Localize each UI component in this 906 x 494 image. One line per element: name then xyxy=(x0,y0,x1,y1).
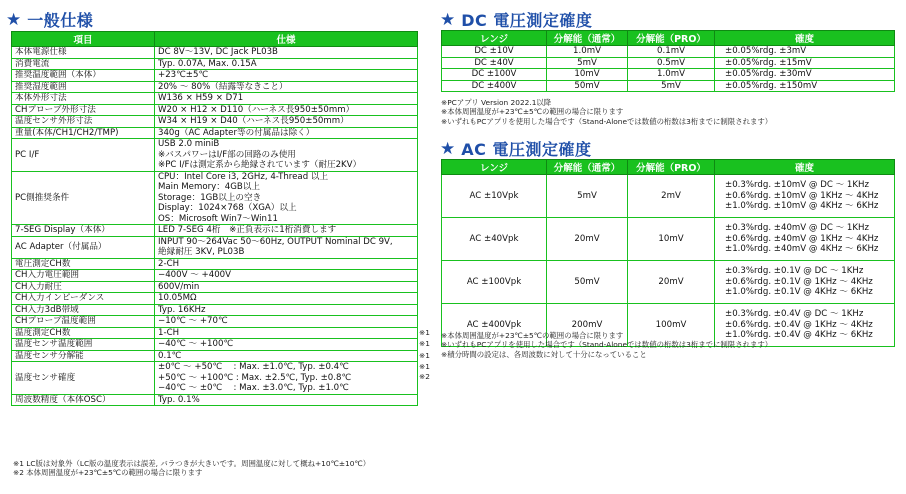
spec-item-value xyxy=(155,81,418,93)
spec-item-label: PC I/F xyxy=(12,139,155,172)
ac-col-normal: 分解能（通常） xyxy=(547,160,628,175)
spec-col-item: 項目 xyxy=(12,32,155,47)
ac-col-pro: 分解能（PRO） xyxy=(628,160,715,175)
ac-body xyxy=(441,175,895,350)
spec-row xyxy=(12,116,418,128)
spec-item-value xyxy=(155,225,418,237)
dc-note: ※いずれもPCアプリを使用した場合です（Stand-Aloneでは数値の桁数は3桁までに制限されます） xyxy=(441,116,773,126)
spec-row xyxy=(12,339,418,351)
spec-item-label: CHプローブ温度範囲 xyxy=(12,316,155,328)
ac-accuracy-line: ±0.3%rdg. ±0.4V @ DC ～ 1KHz xyxy=(725,309,864,320)
dc-res-pro: 0.5mV xyxy=(628,57,715,69)
dc-res-normal: 1.0mV xyxy=(547,46,628,58)
ac-row xyxy=(442,261,895,304)
spec-row xyxy=(12,270,418,282)
spec-item-value xyxy=(155,104,418,116)
spec-value-line: −400V ～ +400V xyxy=(158,270,232,280)
ac-accuracy-line: ±0.3%rdg. ±40mV @ DC ～ 1KHz xyxy=(725,223,869,234)
spec-item-value xyxy=(155,171,418,225)
spec-row xyxy=(12,127,418,139)
footnote-mark: ※1 xyxy=(419,351,430,360)
spec-value-line: −10℃ ～ +70℃ xyxy=(158,316,228,326)
spec-item-label: 本体電源仕様 xyxy=(12,47,155,59)
ac-accuracy xyxy=(715,218,895,261)
ac-note: ※積分時間の設定は、各周波数に対して十分になっていること xyxy=(441,349,647,359)
spec-row xyxy=(12,93,418,105)
dc-range: DC ±400V xyxy=(442,80,547,92)
dc-row xyxy=(442,46,895,58)
ac-accuracy-line: ±0.3%rdg. ±10mV @ DC ～ 1KHz xyxy=(725,180,869,191)
spec-value-line: CPU：Intel Core i3, 2GHz, 4-Thread 以上 xyxy=(158,171,329,182)
spec-value-line: 2-CH xyxy=(158,258,180,269)
spec-heading xyxy=(6,8,93,31)
spec-col-spec: 仕様 xyxy=(155,32,418,47)
dc-res-pro: 5mV xyxy=(628,80,715,92)
dc-accuracy: ±0.05%rdg. ±30mV xyxy=(715,69,895,81)
dc-col-pro: 分解能（PRO） xyxy=(628,31,715,46)
spec-value-line: +50℃ ～ +100℃ : Max. ±2.5℃, Typ. ±0.8℃ xyxy=(158,372,352,383)
spec-item-value xyxy=(155,258,418,270)
dc-res-normal: 10mV xyxy=(547,69,628,81)
ac-accuracy-line: ±0.6%rdg. ±10mV @ 1KHz ～ 4KHz xyxy=(725,190,879,201)
dc-res-normal: 5mV xyxy=(547,57,628,69)
ac-range: AC ±100Vpk xyxy=(442,261,547,304)
spec-item-value xyxy=(155,93,418,105)
spec-item-label: 重量(本体/CH1/CH2/TMP) xyxy=(12,127,155,139)
spec-row xyxy=(12,304,418,316)
spec-item-value xyxy=(155,70,418,82)
dc-res-pro: 1.0mV xyxy=(628,69,715,81)
spec-item-label: 本体外形寸法 xyxy=(12,93,155,105)
dc-res-pro: 0.1mV xyxy=(628,46,715,58)
dc-row xyxy=(442,57,895,69)
spec-row xyxy=(12,171,418,225)
spec-item-value xyxy=(155,327,418,339)
spec-value-line: Storage：1GB以上の空き xyxy=(158,192,262,203)
dc-row xyxy=(442,69,895,81)
ac-accuracy-line: ±0.6%rdg. ±0.1V @ 1KHz ～ 4KHz xyxy=(725,276,873,287)
ac-accuracy-line: ±1.0%rdg. ±0.4V @ 4KHz ～ 6KHz xyxy=(725,330,873,341)
spec-value-line: W34 × H19 × D40（ハーネス長950±50mm） xyxy=(158,116,349,126)
spec-item-value xyxy=(155,362,418,395)
ac-accuracy-line: ±0.6%rdg. ±40mV @ 1KHz ～ 4KHz xyxy=(725,233,879,244)
spec-row xyxy=(12,58,418,70)
dc-title: DC 電圧測定確度 xyxy=(461,11,593,30)
spec-notes xyxy=(13,459,370,478)
dc-heading xyxy=(440,8,592,31)
spec-value-line: 0.1℃ xyxy=(158,350,182,361)
dc-col-range: レンジ xyxy=(442,31,547,46)
spec-value-line: 1-CH xyxy=(158,327,180,338)
dc-notes xyxy=(441,98,772,126)
star-icon: ★ xyxy=(440,138,456,159)
spec-row xyxy=(12,139,418,172)
footnote-mark: ※2 xyxy=(419,372,430,381)
ac-res-pro: 20mV xyxy=(628,261,715,304)
ac-res-normal: 20mV xyxy=(547,218,628,261)
spec-value-line: Typ. 0.07A, Max. 0.15A xyxy=(158,58,257,69)
spec-item-label: CH入力インピーダンス xyxy=(12,293,155,305)
footnote-mark: ※1 xyxy=(419,328,430,337)
spec-value-line: ±0℃ ～ +50℃ : Max. ±1.0℃, Typ. ±0.4℃ xyxy=(158,362,349,372)
ac-res-normal: 50mV xyxy=(547,261,628,304)
dc-res-normal: 50mV xyxy=(547,80,628,92)
spec-item-label: 温度センサ確度 xyxy=(12,362,155,395)
spec-row xyxy=(12,225,418,237)
spec-value-line: 20% ～ 80%（結露等なきこと） xyxy=(158,81,288,92)
spec-item-label: CH入力3dB帯域 xyxy=(12,304,155,316)
spec-value-line: −40℃ ～ ±0℃ : Max. ±3.0℃, Typ. ±1.0℃ xyxy=(158,383,349,393)
spec-title: 一般仕様 xyxy=(27,11,94,30)
spec-item-label: 温度センサ温度範囲 xyxy=(12,339,155,351)
spec-row xyxy=(12,394,418,406)
ac-row xyxy=(442,218,895,261)
ac-row xyxy=(442,175,895,218)
spec-item-value xyxy=(155,47,418,59)
dc-col-normal: 分解能（通常） xyxy=(547,31,628,46)
spec-item-value xyxy=(155,293,418,305)
spec-item-label: CH入力耐圧 xyxy=(12,281,155,293)
spec-item-label: 推奨温度範囲（本体） xyxy=(12,70,155,82)
dc-accuracy: ±0.05%rdg. ±15mV xyxy=(715,57,895,69)
spec-value-line: 600V/min xyxy=(158,281,200,292)
spec-value-line: W20 × H12 × D110（ハーネス長950±50mm） xyxy=(158,104,355,115)
spec-value-line: LED 7-SEG 4桁 ※正負表示に1桁消費します xyxy=(158,225,337,235)
spec-row xyxy=(12,258,418,270)
star-icon: ★ xyxy=(6,9,22,30)
spec-row xyxy=(12,316,418,328)
spec-item-label: 温度センサ分解能 xyxy=(12,350,155,362)
ac-accuracy-line: ±1.0%rdg. ±0.1V @ 4KHz ～ 6KHz xyxy=(725,287,873,298)
spec-table xyxy=(11,31,418,406)
dc-note: ※本体周囲温度が+23℃±5℃の範囲の場合に限ります xyxy=(441,107,624,117)
dc-row xyxy=(442,80,895,92)
spec-body xyxy=(12,47,418,406)
dc-note: ※PCアプリ Version 2022.1以降 xyxy=(441,98,552,107)
spec-row xyxy=(12,350,418,362)
spec-value-line: W136 × H59 × D71 xyxy=(158,93,244,103)
spec-value-line: OS：Microsoft Win7～Win11 xyxy=(158,213,278,224)
spec-item-label: 7-SEG Display（本体） xyxy=(12,225,155,237)
spec-item-value xyxy=(155,139,418,172)
spec-value-line: ※PC I/Fは測定系から絶縁されています（耐圧2KV） xyxy=(158,160,362,170)
ac-col-accuracy: 確度 xyxy=(715,160,895,175)
spec-item-label: 電圧測定CH数 xyxy=(12,258,155,270)
spec-item-value xyxy=(155,236,418,258)
spec-value-line: Main Memory：4GB以上 xyxy=(158,182,261,192)
ac-col-range: レンジ xyxy=(442,160,547,175)
ac-res-pro: 2mV xyxy=(628,175,715,218)
dc-range: DC ±40V xyxy=(442,57,547,69)
spec-row xyxy=(12,70,418,82)
spec-item-value xyxy=(155,281,418,293)
spec-item-value xyxy=(155,339,418,351)
dc-table xyxy=(441,30,895,92)
spec-item-value xyxy=(155,58,418,70)
spec-value-line: 絶縁耐圧 3KV, PL03B xyxy=(158,247,245,257)
ac-accuracy xyxy=(715,261,895,304)
dc-col-accuracy: 確度 xyxy=(715,31,895,46)
spec-note: ※1 LC版は対象外（LC版の温度表示は誤差, バラつきが大きいです。周囲温度に対して概ね+10℃±10℃） xyxy=(13,459,371,468)
spec-value-line: −40℃ ～ +100℃ xyxy=(158,339,234,349)
ac-range: AC ±40Vpk xyxy=(442,218,547,261)
spec-value-line: DC 8V～13V, DC Jack PL03B xyxy=(158,47,278,57)
spec-value-line: ※バスパワーはI/F部の回路のみ使用 xyxy=(158,149,296,160)
ac-accuracy-line: ±0.6%rdg. ±0.4V @ 1KHz ～ 4KHz xyxy=(725,319,873,330)
spec-item-label: PC側推奨条件 xyxy=(12,171,155,225)
spec-row xyxy=(12,293,418,305)
spec-row xyxy=(12,104,418,116)
ac-note: ※いずれもPCアプリを使用した場合です（Stand-Aloneでは数値の桁数は3桁までに制限されます） xyxy=(441,340,773,350)
ac-res-pro: 100mV xyxy=(628,304,715,347)
spec-item-label: 温度センサ外形寸法 xyxy=(12,116,155,128)
spec-item-label: 消費電流 xyxy=(12,58,155,70)
dc-accuracy: ±0.05%rdg. ±3mV xyxy=(715,46,895,58)
ac-accuracy-line: ±1.0%rdg. ±40mV @ 4KHz ～ 6KHz xyxy=(725,244,879,255)
spec-value-line: Display：1024×768（XGA）以上 xyxy=(158,203,297,213)
ac-notes xyxy=(441,331,772,359)
footnote-mark: ※1 xyxy=(419,339,430,348)
spec-value-line: Typ. 16KHz xyxy=(158,304,206,315)
ac-title: AC 電圧測定確度 xyxy=(461,140,592,159)
spec-item-value xyxy=(155,350,418,362)
ac-range: AC ±400Vpk xyxy=(442,304,547,347)
dc-body xyxy=(442,46,895,92)
spec-item-label: 推奨湿度範囲 xyxy=(12,81,155,93)
ac-accuracy-line: ±0.3%rdg. ±0.1V @ DC ～ 1KHz xyxy=(725,266,864,277)
dc-range: DC ±10V xyxy=(442,46,547,58)
ac-accuracy xyxy=(715,175,895,218)
ac-res-pro: 10mV xyxy=(628,218,715,261)
spec-value-line: 340g（AC Adapter等の付属品は除く） xyxy=(158,127,315,138)
footnote-mark: ※1 xyxy=(419,362,430,371)
ac-res-normal: 200mV xyxy=(547,304,628,347)
spec-value-line: +23℃±5℃ xyxy=(158,70,209,80)
ac-range: AC ±10Vpk xyxy=(442,175,547,218)
spec-item-value xyxy=(155,270,418,282)
spec-value-line: 10.05MΩ xyxy=(158,293,197,303)
ac-note: ※本体周囲温度が+23℃±5℃の範囲の場合に限ります xyxy=(441,331,624,340)
spec-row xyxy=(12,236,418,258)
spec-item-label: 温度測定CH数 xyxy=(12,327,155,339)
spec-item-value xyxy=(155,304,418,316)
ac-heading xyxy=(440,137,591,160)
ac-res-normal: 5mV xyxy=(547,175,628,218)
spec-item-value xyxy=(155,116,418,128)
dc-accuracy: ±0.05%rdg. ±150mV xyxy=(715,80,895,92)
spec-row xyxy=(12,47,418,59)
spec-row xyxy=(12,281,418,293)
spec-item-label: CH入力電圧範囲 xyxy=(12,270,155,282)
spec-note: ※2 本体周囲温度が+23℃±5℃の範囲の場合に限ります xyxy=(13,468,203,478)
spec-item-value xyxy=(155,316,418,328)
dc-range: DC ±100V xyxy=(442,69,547,81)
spec-item-label: AC Adapter（付属品） xyxy=(12,236,155,258)
spec-value-line: Typ. 0.1% xyxy=(158,394,200,405)
ac-table xyxy=(441,159,895,350)
ac-accuracy-line: ±1.0%rdg. ±10mV @ 4KHz ～ 6KHz xyxy=(725,201,879,212)
spec-row xyxy=(12,327,418,339)
spec-value-line: USB 2.0 miniB xyxy=(158,139,220,149)
spec-value-line: INPUT 90～264Vac 50～60Hz, OUTPUT Nominal DC 9V, xyxy=(158,236,393,247)
spec-item-value xyxy=(155,394,418,406)
spec-row xyxy=(12,81,418,93)
spec-item-label: CHプローブ外形寸法 xyxy=(12,104,155,116)
spec-item-label: 周波数精度（本体OSC） xyxy=(12,394,155,406)
spec-row xyxy=(12,362,418,395)
star-icon: ★ xyxy=(440,9,456,30)
spec-item-value xyxy=(155,127,418,139)
